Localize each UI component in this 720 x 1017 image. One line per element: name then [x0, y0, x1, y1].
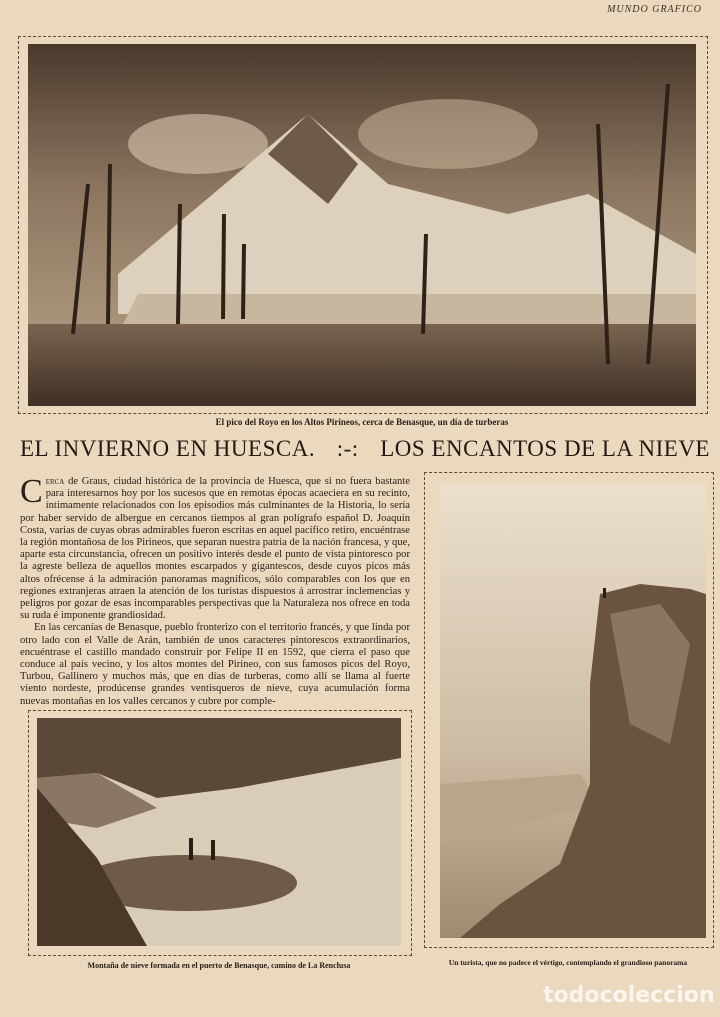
cliff-tourist-image: [440, 484, 706, 938]
headline: [20, 436, 710, 462]
drop-cap: C: [20, 473, 43, 510]
first-word: erca: [45, 476, 65, 487]
headline-right: LOS ENCANTOS DE LA NIEVE: [380, 436, 710, 461]
headline-separator: :-:: [336, 436, 359, 461]
masthead: MUNDO GRAFICO: [607, 4, 702, 15]
mountain-landscape-image: [28, 44, 696, 406]
article-body: [20, 473, 410, 708]
right-photo-caption: Un turista, que no padece el vértigo, contemplando el grandioso panorama: [448, 958, 688, 967]
paragraph-1-text: de Graus, ciudad histórica de la provincia de Huesca, que si no fuera bastante para interesarnos hoy por los sucesos que en remotas épocas acaeciera en su recinto, íntimamente relacionados con los episodios más culminantes de la Historia, lo sería por haber servido de albergue en cercanos tiempos al gran polígrafo español D. Joaquín Costa, varias de cuyas obras admirables fueron escritas en aquel pacífico retiro, encuéntrase la región montañosa de los Pirineos, que separan nuestra patria de la nación francesa, y que, aparte esta circunstancia, ofrecen un positivo interés desde el punto de vista pintoresco por la agreste belleza de aquellos montes escarpados y gigantescos, desde cuyos picos más altos ofrécense á la admiración panoramas magníficos, sólo comparables con los que en regiones extranjeras atraen la atención de los turistas dispuestos á arrostrar inclemencias y peligros por gozar de esas incomparables perspectivas que la Naturaleza nos ofrece en toda su ruda é imponente grandiosidad.: [20, 476, 410, 622]
right-photo: [440, 484, 706, 938]
article-paragraph-2: En las cercanías de Benasque, pueblo fronterizo con el territorio francés, y que linda por otro lado con el Valle de Arán, también de unos caracteres pintorescos extraordinarios, encuéntrase el castillo mandado construir por Felipe II en 1592, que cierra el paso que conduce al país vecino, y los altos montes del Pirineo, con sus famosos picos del Royo, Turbou, Gallinero y muchos más, que en días de turberas, como allí se llama al fuerte viento nordeste, prodúcense grandes ventisqueros de nieve, cuya acumulación forma nuevas montañas en los valles cercanos y cubre por comple-: [20, 622, 410, 707]
snow-mountain-image: [37, 718, 401, 946]
bottom-left-photo-caption: Montaña de nieve formada en el puerto de Benasque, camino de La Renclusa: [87, 961, 351, 970]
bottom-left-photo: [37, 718, 401, 946]
top-photo-caption: El pico del Royo en los Altos Pirineos, cerca de Benasque, un día de turberas: [215, 417, 509, 427]
watermark: todocoleccion: [543, 983, 715, 1008]
headline-left: EL INVIERNO EN HUESCA.: [20, 436, 316, 461]
article-paragraph-1: [20, 473, 410, 622]
top-photo: [28, 44, 696, 406]
